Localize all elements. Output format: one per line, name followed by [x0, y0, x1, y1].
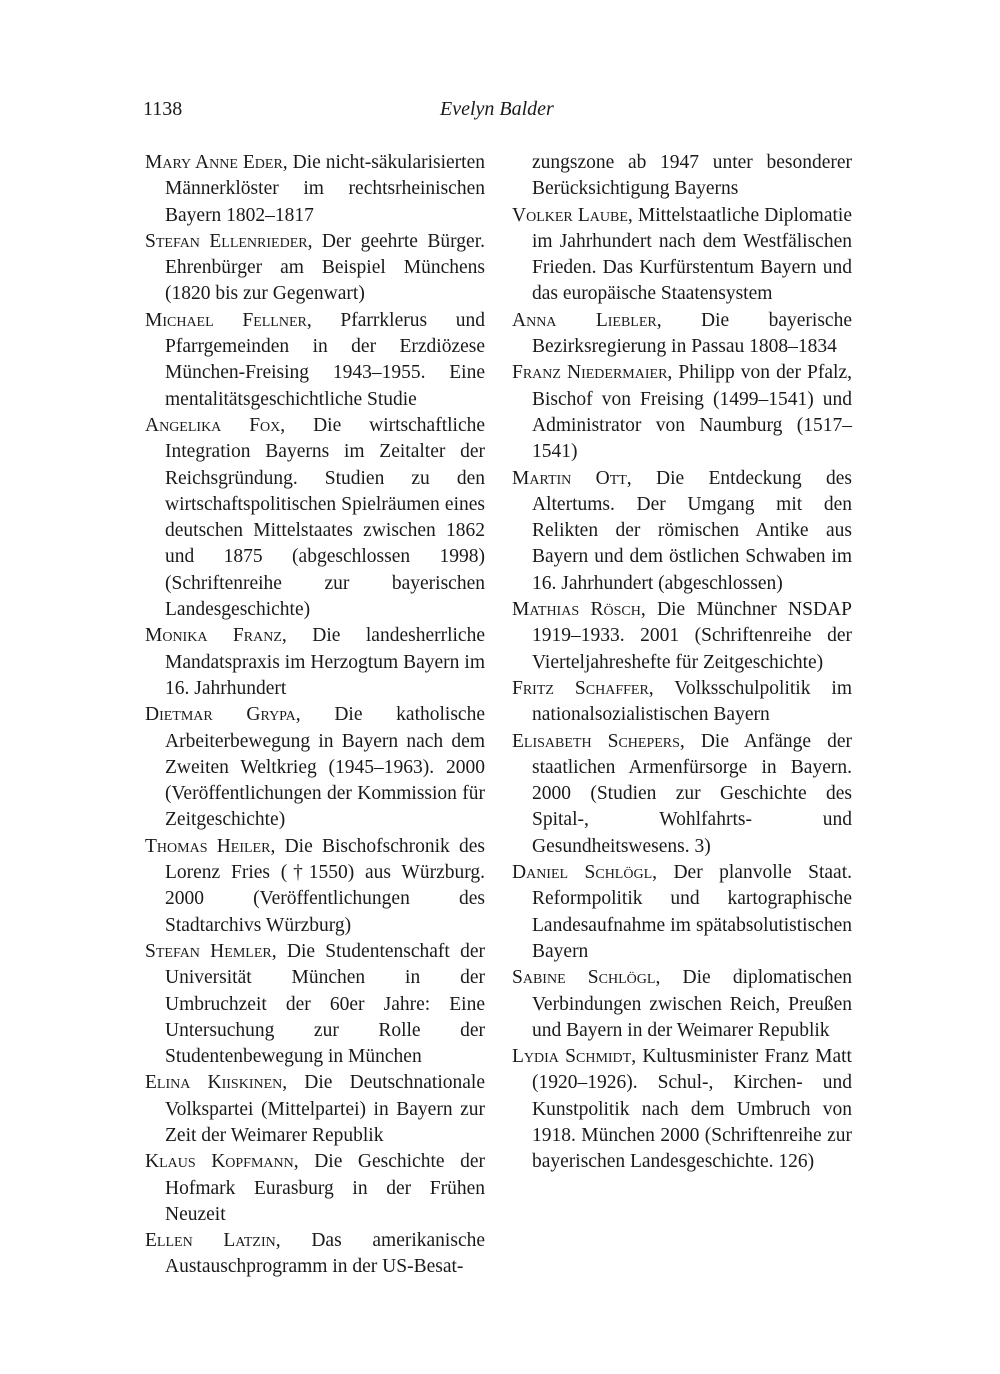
entry-title: , Die Studentenschaft der Universität München in der Umbruchzeit der 60er Jahre: Eine Untersuchung zur Rolle der Studentenbewegung in München — [165, 940, 485, 1068]
bibliography-entry — [145, 623, 485, 702]
entry-author: Elisabeth Schepers — [512, 730, 680, 752]
entry-title: , Die nicht-säkularisierten Männerklöster im rechtsrheinischen Bayern 1802–1817 — [165, 152, 485, 226]
bibliography-entry — [145, 1070, 485, 1149]
bibliography-entry — [512, 729, 852, 860]
entry-author: Thomas Heiler — [145, 835, 271, 857]
entry-title: , Mittelstaatliche Diplomatie im Jahrhundert nach dem Westfälischen Frieden. Das Kurfürstentum Bayern und das europäische Staatensystem — [532, 204, 852, 305]
entry-author: Klaus Kopfmann — [145, 1151, 294, 1173]
entry-author: Stefan Hemler — [145, 940, 272, 962]
bibliography-entry — [145, 229, 485, 308]
entry-title: , Kultusminister Franz Matt (1920–1926). Schul-, Kirchen- und Kunstpolitik nach dem Umbruch von 1918. München 2000 (Schriftenreihe zur bayerischen Landesgeschichte. 126) — [532, 1046, 852, 1173]
left-column — [145, 150, 485, 1281]
entry-title: , Die Münchner NSDAP 1919–1933. 2001 (Schriftenreihe der Vierteljahreshefte für Zeitgeschichte) — [532, 599, 852, 673]
page-number: 1138 — [143, 98, 183, 120]
bibliography-entry — [512, 860, 852, 965]
entry-title: , Das amerikanische Austauschprogramm in der US-Besat- — [165, 1230, 485, 1278]
bibliography-entry — [512, 676, 852, 729]
entry-author: Anna Liebler — [512, 309, 657, 331]
entry-author: Martin Ott — [512, 467, 627, 489]
bibliography-entry — [145, 1149, 485, 1228]
entry-title: , Die Deutschnationale Volkspartei (Mittelpartei) in Bayern zur Zeit der Weimarer Republik — [165, 1072, 485, 1146]
entry-title: , Die bayerische Bezirksregierung in Passau 1808–1834 — [532, 309, 852, 358]
entry-author: Monika Franz — [145, 625, 282, 647]
entry-author: Sabine Schlögl — [512, 967, 656, 989]
bibliography-entry — [512, 466, 852, 597]
entry-author: Volker Laube — [512, 204, 628, 226]
right-column — [512, 150, 852, 1176]
entry-title: , Die wirtschaftliche Integration Bayerns im Zeitalter der Reichsgründung. Studien zu den wirtschaftspolitischen Spielräumen eines deutschen Mittelstaates zwischen 1862 und 1875 (abgeschlossen 1998) (Schriftenreihe zur bayerischen Landesgeschichte) — [165, 414, 486, 621]
bibliography-entry — [512, 965, 852, 1044]
bibliography-entry — [145, 834, 485, 939]
bibliography-entry — [512, 360, 852, 465]
bibliography-entry — [512, 597, 852, 676]
entry-title: , Die landesherrliche Mandatspraxis im Herzogtum Bayern im 16. Jahrhundert — [165, 625, 485, 699]
entry-title: , Philipp von der Pfalz, Bischof von Freising (1499–1541) und Administrator von Naumburg (1517–1541) — [532, 362, 852, 463]
entry-title: , Die katholische Arbeiterbewegung in Bayern nach dem Zweiten Weltkrieg (1945–1963). 2000 (Veröffentlichungen der Kommission für Zeitgeschichte) — [165, 704, 485, 831]
entry-author: Franz Niedermaier — [512, 362, 668, 384]
entry-author: Fritz Schaffer — [512, 677, 649, 699]
entry-author: Mary Anne Eder — [145, 152, 283, 173]
entry-title: , Die Anfänge der staatlichen Armenfürsorge in Bayern. 2000 (Studien zur Geschichte des Spital-, Wohlfahrts- und Gesundheitswesens. 3) — [532, 730, 852, 857]
bibliography-entry — [512, 203, 852, 308]
entry-title: , Die diplomatischen Verbindungen zwischen Reich, Preußen und Bayern in der Weimarer Republik — [532, 967, 852, 1041]
entry-author: Elina Kiiskinen — [145, 1072, 283, 1094]
entry-title: , Pfarrklerus und Pfarrgemeinden in der Erzdiözese München-Freising 1943–1955. Eine mentalitätsgeschichtliche Studie — [165, 309, 485, 410]
entry-title: , Die Geschichte der Hofmark Eurasburg in der Frühen Neuzeit — [165, 1151, 485, 1225]
entry-author: Daniel Schlögl — [512, 862, 653, 884]
bibliography-entry — [145, 702, 485, 833]
entry-author: Dietmar Grypa — [145, 704, 296, 726]
entry-continuation: zungszone ab 1947 unter besonderer Berücksichtigung Bayerns — [532, 152, 852, 200]
bibliography-entry — [145, 413, 485, 623]
bibliography-entry — [145, 1228, 485, 1281]
entry-title: , Die Bischofschronik des Lorenz Fries (†1550) aus Würzburg. 2000 (Veröffentlichungen des Stadtarchivs Würzburg) — [165, 835, 485, 936]
entry-author: Lydia Schmidt — [512, 1046, 632, 1068]
entry-author: Ellen Latzin — [145, 1230, 276, 1252]
entry-title: , Volksschulpolitik im nationalsozialistischen Bayern — [532, 677, 852, 726]
entry-author: Angelika Fox — [145, 414, 281, 436]
bibliography-entry — [145, 150, 485, 229]
entry-author: Michael Fellner — [145, 309, 307, 331]
entry-title: , Die Entdeckung des Altertums. Der Umgang mit den Relikten der römischen Antike aus Bayern und dem östlichen Schwaben im 16. Jahrhundert (abgeschlossen) — [532, 467, 852, 594]
entry-author: Stefan Ellenrieder — [145, 230, 308, 252]
entry-author: Mathias Rösch — [512, 599, 641, 621]
entry-title: , Der planvolle Staat. Reformpolitik und kartographische Landesaufnahme im spätabsolutistischen Bayern — [532, 862, 852, 962]
running-title: Evelyn Balder — [440, 98, 554, 120]
bibliography-entry — [145, 939, 485, 1070]
bibliography-entry — [512, 1044, 852, 1175]
entry-title: , Der geehrte Bürger. Ehrenbürger am Beispiel Münchens (1820 bis zur Gegenwart) — [165, 230, 485, 305]
bibliography-entry — [512, 308, 852, 361]
bibliography-entry — [145, 308, 485, 413]
